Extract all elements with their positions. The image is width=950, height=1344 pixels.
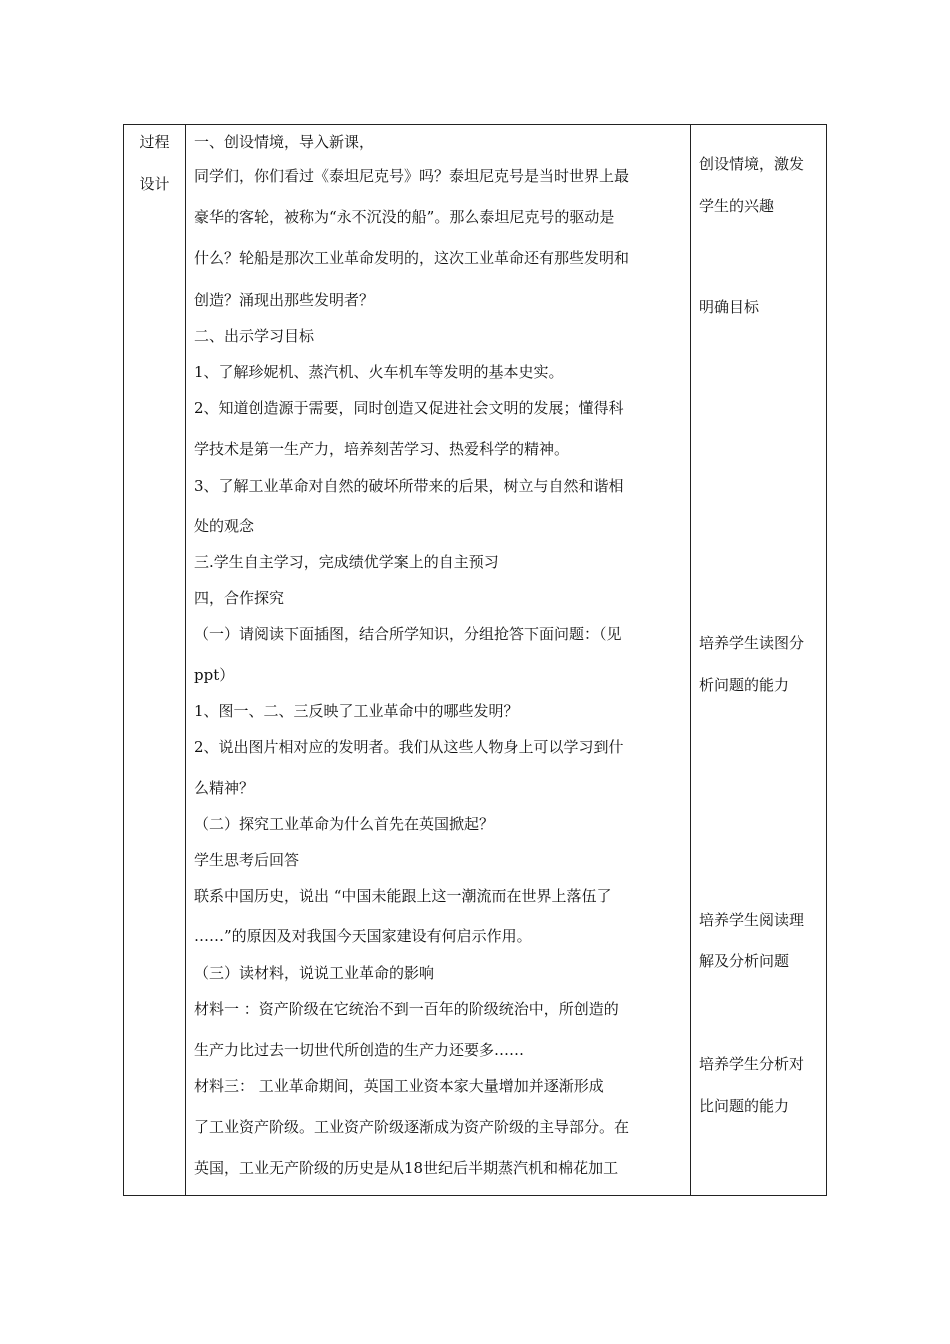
content-line: 学生思考后回答 [194, 851, 300, 869]
row-label-line: 过程 [139, 133, 170, 151]
content-line: ppt） [194, 666, 235, 684]
note-line: 析问题的能力 [699, 676, 790, 694]
note-line: 解及分析问题 [699, 952, 790, 970]
note-line: 学生的兴趣 [699, 197, 775, 215]
content-line: 四，合作探究 [194, 589, 285, 607]
content-line: 创造？涌现出那些发明者？ [194, 291, 375, 309]
content-line: 2、说出图片相对应的发明者。我们从这些人物身上可以学习到什 [194, 738, 624, 756]
note-line: 培养学生阅读理 [699, 911, 805, 929]
content-line: 二、出示学习目标 [194, 327, 315, 345]
content-line: 同学们，你们看过《泰坦尼克号》吗？泰坦尼克号是当时世界上最 [194, 167, 630, 185]
content-line: 材料一 ：资产阶级在它统治不到一百年的阶级统治中，所创造的 [194, 1000, 619, 1018]
content-line: （一）请阅读下面插图，结合所学知识，分组抢答下面问题：（见 [194, 625, 622, 643]
note-line: 创设情境，激发 [699, 155, 805, 173]
note-line: 明确目标 [699, 298, 760, 316]
content-line: （二）探究工业革命为什么首先在英国掀起？ [194, 815, 495, 833]
lesson-table [123, 124, 827, 1196]
content-line: 生产力比过去一切世代所创造的生产力还要多…… [194, 1041, 525, 1059]
content-line: 1、了解珍妮机、蒸汽机、火车机车等发明的基本史实。 [194, 363, 564, 381]
content-line: 2、知道创造源于需要，同时创造又促进社会文明的发展；懂得科 [194, 399, 624, 417]
content-line: 材料三： 工业革命期间，英国工业资本家大量增加并逐渐形成 [194, 1077, 604, 1095]
content-line: 1、图一、二、三反映了工业革命中的哪些发明？ [194, 702, 519, 720]
content-line: 什么？轮船是那次工业革命发明的，这次工业革命还有那些发明和 [194, 249, 630, 267]
content-line: 联系中国历史，说出 “中国未能跟上这一潮流而在世界上落伍了 [194, 887, 612, 905]
column-divider [690, 125, 691, 1195]
content-line: 处的观念 [194, 517, 255, 535]
row-label-line: 设计 [139, 175, 170, 193]
content-line: 英国，工业无产阶级的历史是从18世纪后半期蒸汽机和棉花加工 [194, 1159, 619, 1177]
column-divider [185, 125, 186, 1195]
content-line: 3、了解工业革命对自然的破坏所带来的后果，树立与自然和谐相 [194, 477, 624, 495]
content-line: 一、创设情境，导入新课， [194, 133, 375, 151]
note-line: 培养学生读图分 [699, 634, 805, 652]
content-line: 豪华的客轮，被称为“永不沉没的船”。那么泰坦尼克号的驱动是 [194, 208, 615, 226]
content-line: 三.学生自主学习，完成绩优学案上的自主预习 [194, 553, 499, 571]
content-line: （三）读材料，说说工业革命的影响 [194, 964, 435, 982]
note-line: 培养学生分析对 [699, 1055, 805, 1073]
content-line: 学技术是第一生产力，培养刻苦学习、热爱科学的精神。 [194, 440, 570, 458]
content-line: ……”的原因及对我国今天国家建设有何启示作用。 [194, 927, 532, 945]
content-line: 么精神？ [194, 779, 255, 797]
note-line: 比问题的能力 [699, 1097, 790, 1115]
content-line: 了工业资产阶级。工业资产阶级逐渐成为资产阶级的主导部分。在 [194, 1118, 630, 1136]
